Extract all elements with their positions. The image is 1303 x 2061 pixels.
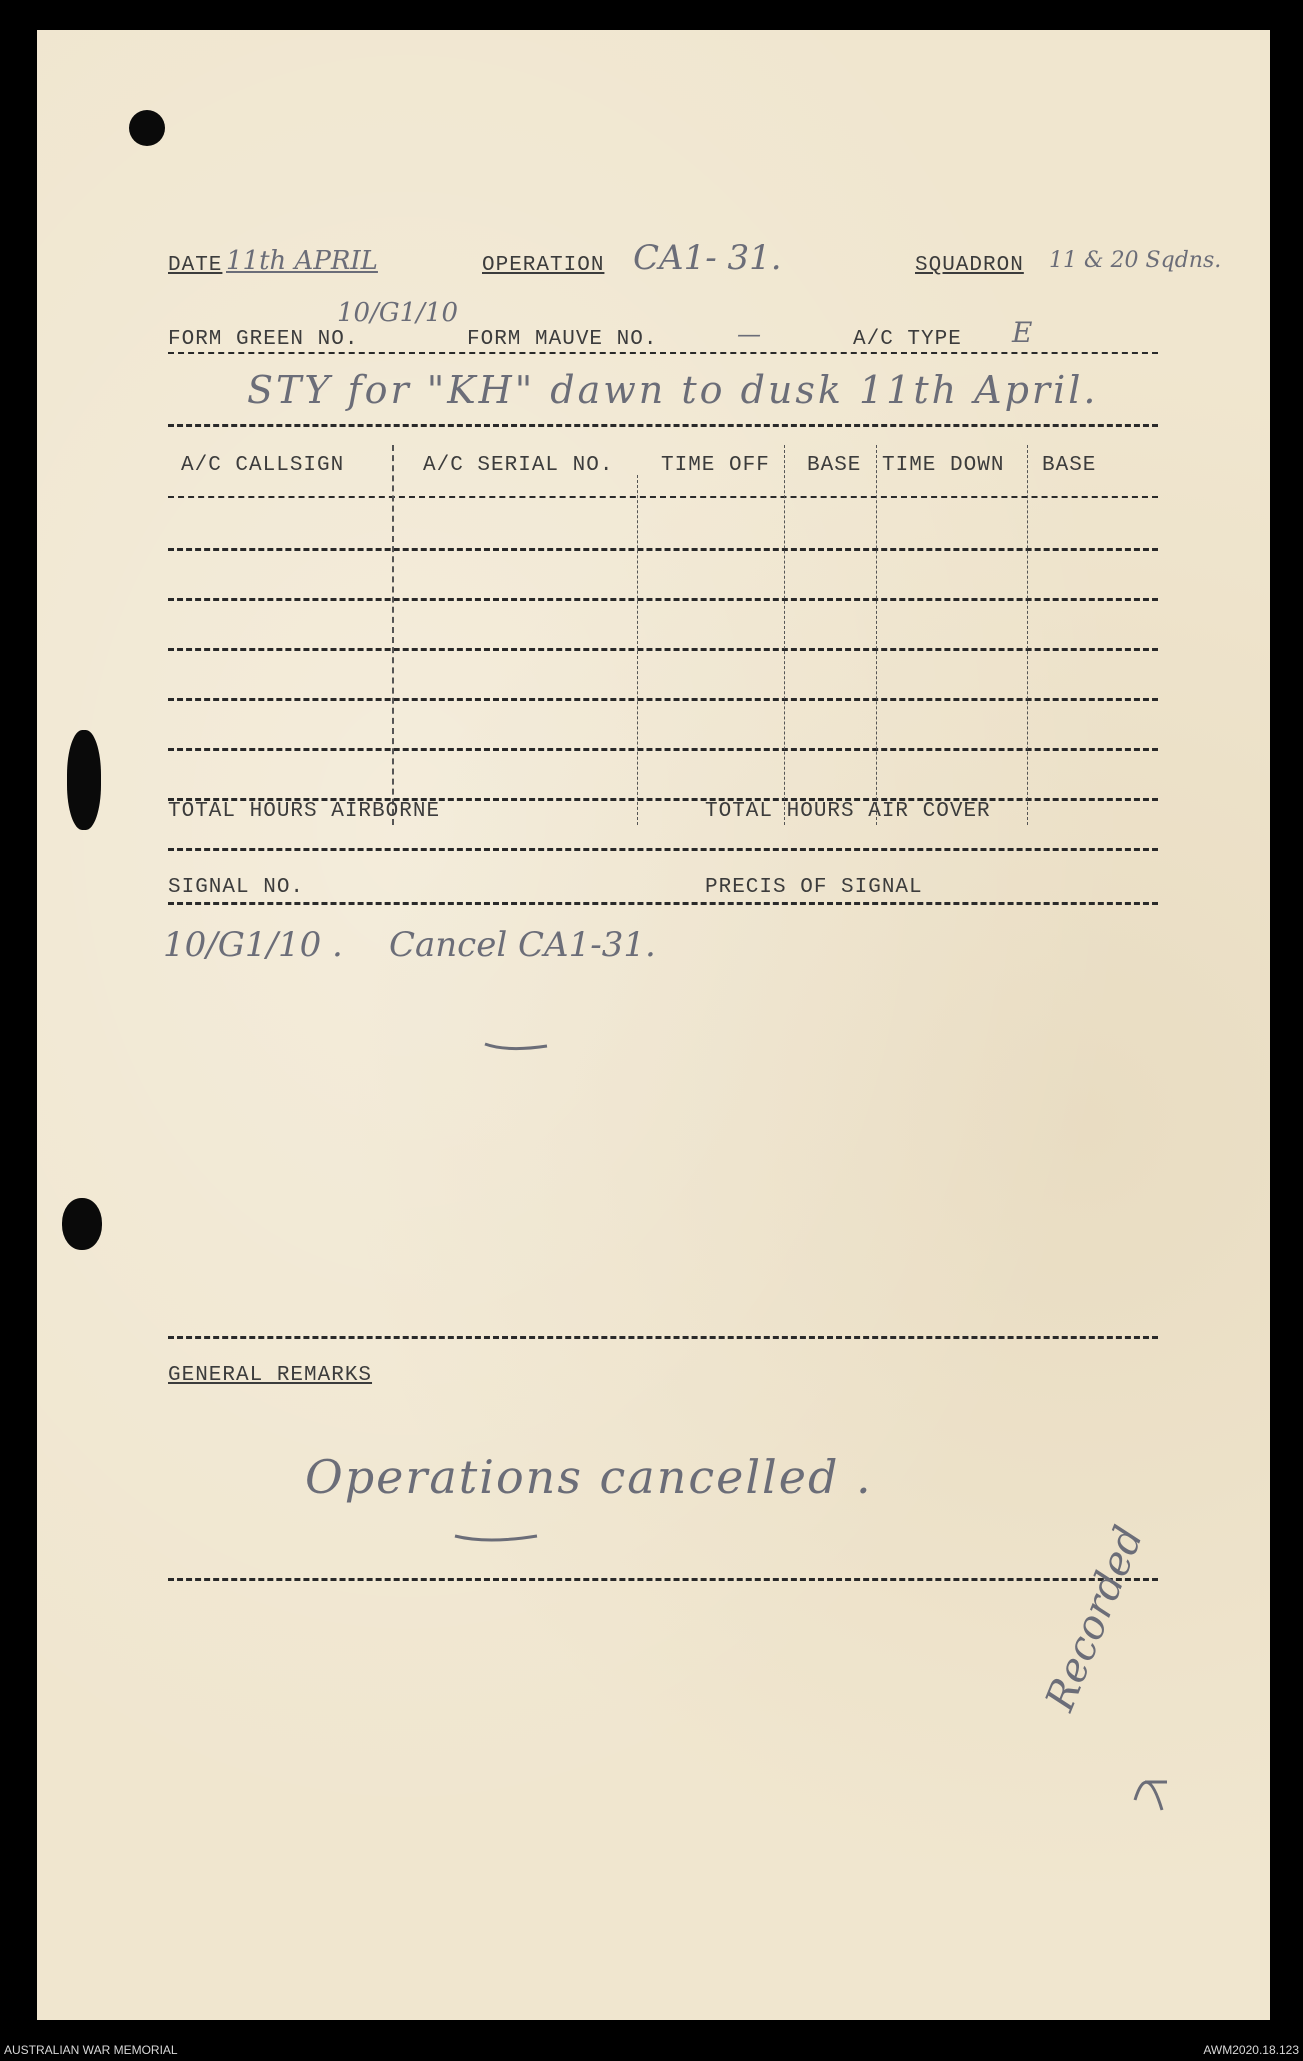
form-green-value: 10/G1/10: [337, 298, 458, 328]
header-serial: A/C SERIAL NO.: [423, 454, 614, 477]
header-base-1: BASE: [807, 454, 862, 477]
header-callsign: A/C CALLSIGN: [181, 454, 345, 477]
footer-right: AWM2020.18.123: [1203, 2043, 1299, 2057]
tick-mark-2: [455, 1536, 537, 1540]
header-base-2: BASE: [1042, 454, 1097, 477]
precis-value: Cancel CA1-31.: [389, 925, 656, 965]
recorded-note: Recorded: [1037, 1519, 1153, 1718]
header-time-off: TIME OFF: [661, 454, 770, 477]
total-air-cover-label: TOTAL HOURS AIR COVER: [705, 800, 991, 823]
footer-left: AUSTRALIAN WAR MEMORIAL: [4, 2043, 178, 2057]
signal-no-label: SIGNAL NO.: [168, 876, 305, 899]
total-airborne-label: TOTAL HOURS AIRBORNE: [168, 800, 441, 823]
header-time-down: TIME DOWN: [882, 454, 1005, 477]
precis-label: PRECIS OF SIGNAL: [705, 876, 923, 899]
signal-no-value: 10/G1/10 .: [163, 925, 343, 965]
ac-type-value: E: [1012, 316, 1033, 349]
date-value: 11th APRIL: [226, 246, 378, 276]
handwritten-note: STY for "KH" dawn to dusk 11th April.: [247, 368, 1099, 412]
general-remarks-value: Operations cancelled .: [305, 1450, 873, 1504]
tick-mark-1: [485, 1044, 547, 1049]
general-remarks-label: GENERAL REMARKS: [168, 1364, 373, 1387]
initials-mark: [1135, 1782, 1167, 1810]
form-mauve-value: —: [737, 320, 761, 348]
form-green-label: FORM GREEN NO.: [168, 328, 359, 351]
document-page: [37, 30, 1270, 2020]
form-mauve-label: FORM MAUVE NO.: [467, 328, 658, 351]
ac-type-label: A/C TYPE: [853, 328, 962, 351]
squadron-value: 11 & 20 Sqdns.: [1049, 248, 1222, 273]
date-label: DATE: [168, 254, 223, 277]
operation-label: OPERATION: [482, 254, 605, 277]
operation-value: CA1- 31.: [633, 238, 782, 278]
handwritten-marks: [37, 30, 1270, 2020]
squadron-label: SQUADRON: [915, 254, 1024, 277]
